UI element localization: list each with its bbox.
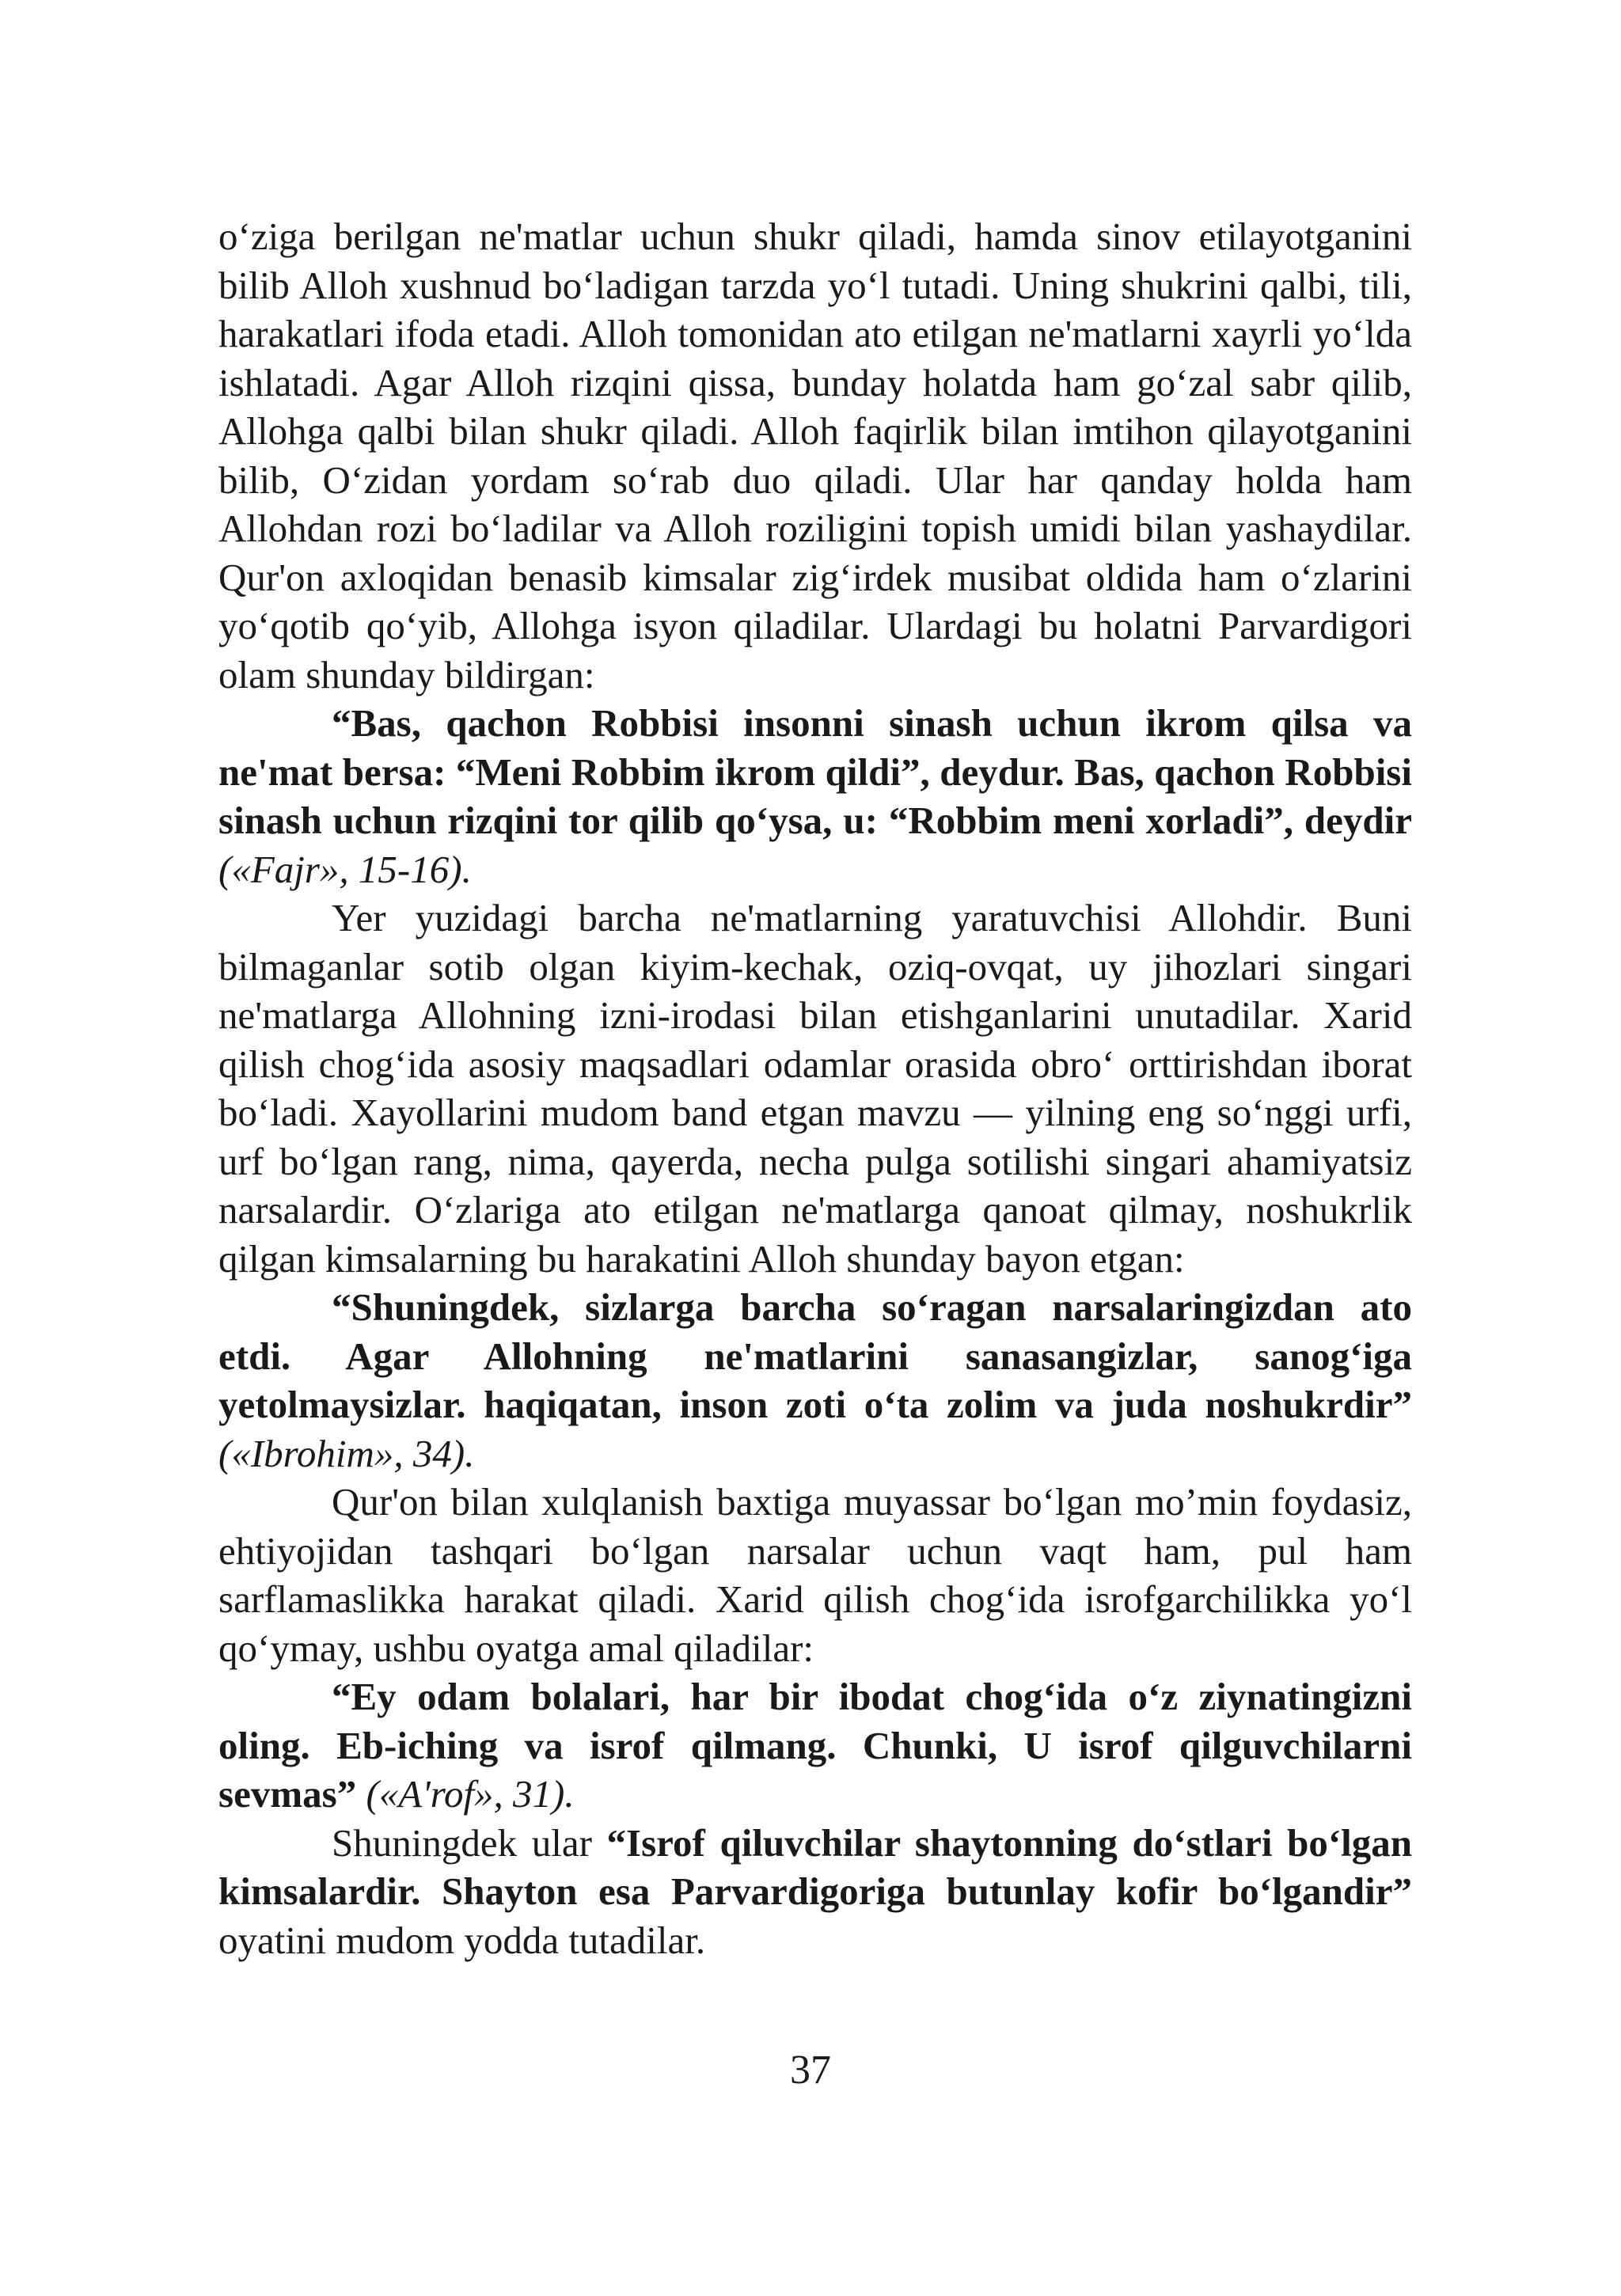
- quote-text: “Bas, qachon Robbisi insonni sinash uchun ikrom qilsa va ne'mat bersa: “Meni Robbim ikrom qildi”, deydur. Bas, qachon Robbisi sinash uchun rizqini tor qilib qo‘ysa, u: “Robbim meni xorladi”, deydir: [218, 701, 1412, 842]
- paragraph-1: [218, 212, 1412, 699]
- paragraph-5: [218, 1478, 1412, 1672]
- paragraph-2-quote: [218, 699, 1412, 894]
- text-run: o‘ziga berilgan ne'matlar uchun shukr qiladi, hamda sinov etilayotganini bilib Alloh xushnud bo‘ladigan tarzda yo‘l tutadi. Uning shukrini qalbi, tili, harakatlari ifoda etadi. Alloh tomonidan ato etilgan ne'matlarni xayrli yo‘lda ishlatadi. Agar Alloh rizqini qissa, bunday holatda ham go‘zal sabr qilib, Allohga qalbi bilan shukr qiladi. Alloh faqirlik bilan imtihon qilayotganini bilib, O‘zidan yordam so‘rab duo qiladi. Ular har qanday holda ham Allohdan rozi bo‘ladilar va Alloh roziligini topish umidi bilan yashaydilar. Qur'on axloqidan benasib kimsalar zig‘irdek musibat oldida ham o‘zlarini yo‘qotib qo‘yib, Allohga isyon qiladilar. Ulardagi bu holatni Parvardigori olam shunday bildirgan:: [218, 214, 1412, 696]
- paragraph-3: [218, 894, 1412, 1283]
- page-body: [218, 212, 1412, 1964]
- paragraph-6-quote: [218, 1672, 1412, 1819]
- text-run: Shuningdek ular: [332, 1820, 607, 1865]
- quote-reference: («Ibrohim», 34).: [218, 1431, 475, 1475]
- quote-text: “Isrof qiluvchilar shaytonning do‘stlari bo‘lgan kimsalardir. Shayton esa Parvardigoriga butunlay kofir bo‘lgandir”: [218, 1820, 1413, 1913]
- page-number: 37: [790, 2047, 831, 2093]
- text-run: oyatini mudom yodda tutadilar.: [218, 1918, 706, 1962]
- paragraph-4-quote: [218, 1283, 1412, 1478]
- quote-reference: («Fajr», 15-16).: [218, 847, 472, 891]
- text-run: Qur'on bilan xulqlanish baxtiga muyassar bo‘lgan mo’min foydasiz, ehtiyojidan tashqari bo‘lgan narsalar uchun vaqt ham, pul ham sarflamaslikka harakat qiladi. Xarid qilish chog‘ida isrofgarchilikka yo‘l qo‘ymay, ushbu oyatga amal qiladilar:: [218, 1480, 1412, 1670]
- text-run: Yer yuzidagi barcha ne'matlarning yaratuvchisi Allohdir. Buni bilmaganlar sotib olgan kiyim-kechak, oziq-ovqat, uy jihozlari singari ne'matlarga Allohning izni-irodasi bilan etishganlarini unutadilar. Xarid qilish chog‘ida asosiy maqsadlari odamlar orasida obro‘ orttirishdan iborat bo‘ladi. Xayollarini mudom band etgan mavzu — yilning eng so‘nggi urfi, urf bo‘lgan rang, nima, qayerda, necha pulga sotilishi singari ahamiyatsiz narsalardir. O‘zlariga ato etilgan ne'matlarga qanoat qilmay, noshukrlik qilgan kimsalarning bu harakatini Alloh shunday bayon etgan:: [218, 896, 1412, 1281]
- quote-text: “Shuningdek, sizlarga barcha so‘ragan narsalaringizdan ato etdi. Agar Allohning ne'matlarini sanasangizlar, sanog‘iga yetolmaysizlar. haqiqatan, inson zoti o‘ta zolim va juda noshukrdir”: [218, 1285, 1412, 1426]
- quote-reference: («A'rof», 31).: [366, 1772, 575, 1816]
- paragraph-7: [218, 1819, 1412, 1965]
- quote-text: “Ey odam bolalari, har bir ibodat chog‘ida o‘z ziynatingizni oling. Eb-iching va isrof qilmang. Chunki, U isrof qilguvchilarni sevmas”: [218, 1675, 1412, 1816]
- text-run: [356, 1772, 366, 1816]
